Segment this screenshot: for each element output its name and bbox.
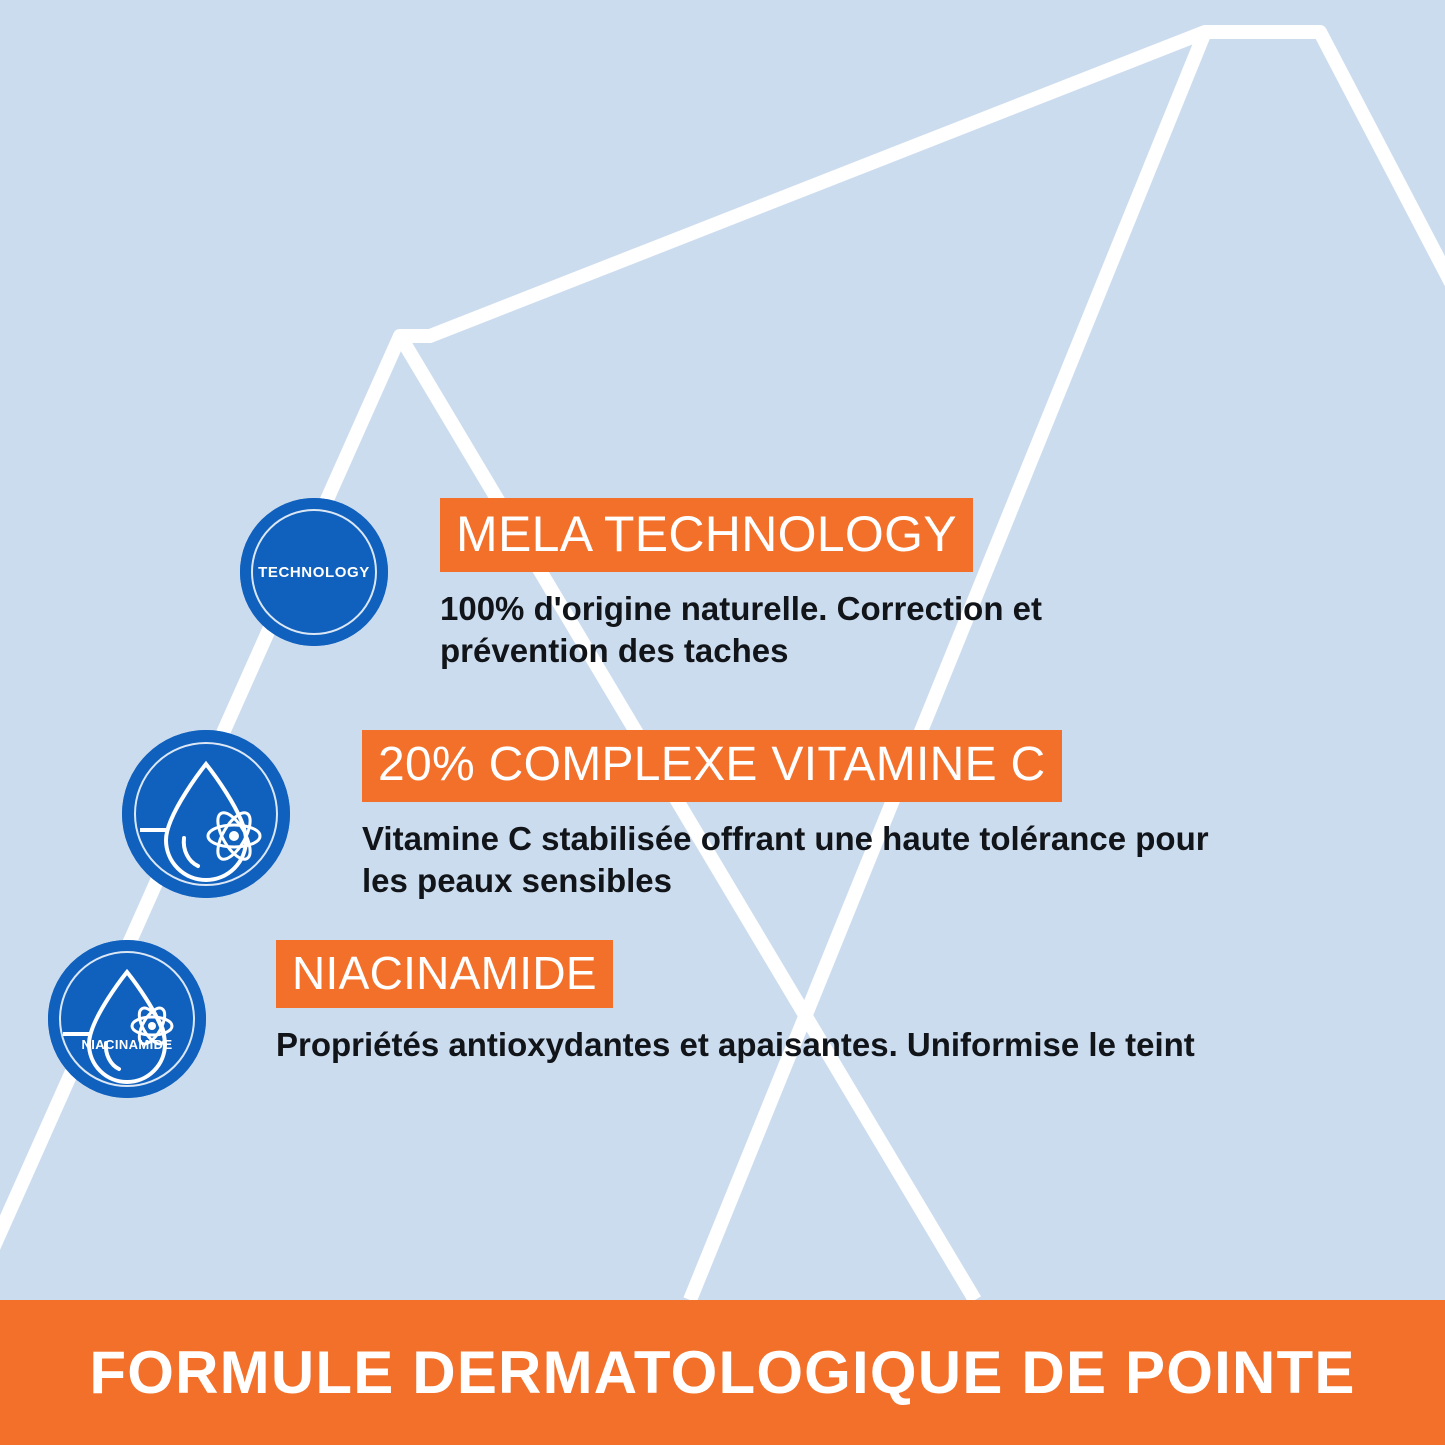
bottom-banner-text: FORMULE DERMATOLOGIQUE DE POINTE: [89, 1339, 1356, 1406]
feature-title-niacinamide: NIACINAMIDE: [276, 940, 613, 1008]
droplet-molecule-niacinamide-icon: [48, 940, 206, 1098]
feature-item-complexe-vitamine-c: [122, 730, 1262, 902]
feature-title-mela: MELA TECHNOLOGY: [440, 498, 973, 572]
feature-desc-mela: 100% d'origine naturelle. Correction et prévention des taches: [440, 590, 1042, 670]
feature-text-niacinamide: [276, 940, 1195, 1066]
droplet-molecule-icon: [122, 730, 290, 898]
feature-desc-niacinamide: Propriétés antioxydantes et apaisantes. Uniformise le teint: [276, 1026, 1195, 1063]
badge-label-niacinamide: NIACINAMIDE: [81, 1037, 173, 1052]
feature-text-vitc: [362, 730, 1262, 902]
badge-label-technology: TECHNOLOGY: [258, 564, 370, 581]
feature-item-mela-technology: [240, 498, 1100, 672]
bottom-banner: [0, 1300, 1445, 1445]
feature-item-niacinamide: [48, 940, 1195, 1098]
feature-title-vitc: 20% COMPLEXE VITAMINE C: [362, 730, 1062, 802]
technology-circle-icon: [240, 498, 388, 646]
feature-desc-vitc: Vitamine C stabilisée offrant une haute tolérance pour les peaux sensibles: [362, 820, 1209, 900]
feature-text-mela: [440, 498, 1100, 672]
